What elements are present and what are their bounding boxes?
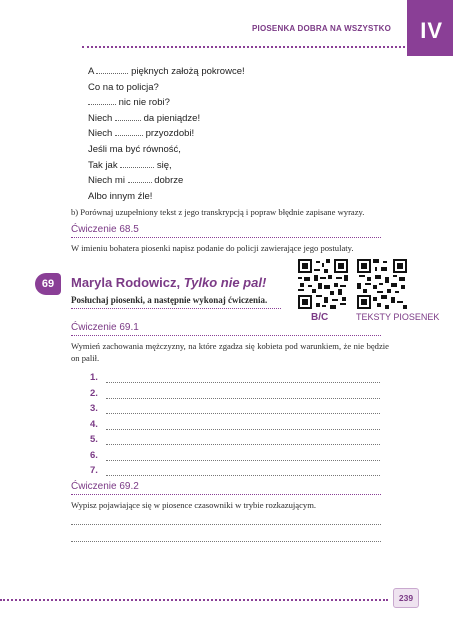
answer-row: [90, 370, 380, 386]
answer-line[interactable]: [106, 382, 380, 383]
poem-text: Niech: [88, 128, 113, 140]
answer-row: [90, 463, 380, 479]
section-divider: [71, 308, 281, 309]
chapter-number: IV: [420, 18, 443, 43]
answer-blank[interactable]: [115, 127, 143, 136]
poem-text: Niech: [88, 112, 113, 124]
page-header: [0, 0, 453, 56]
song-title: [71, 275, 266, 290]
song-instruction: Posłuchaj piosenki, a następnie wykonaj ćwiczenia.: [71, 295, 268, 305]
answer-number: 5.: [90, 434, 98, 445]
footer-divider: [0, 599, 388, 601]
answer-line[interactable]: [71, 541, 381, 542]
answer-blank[interactable]: [120, 159, 154, 168]
answer-number: 4.: [90, 418, 98, 430]
answer-line[interactable]: [106, 429, 380, 430]
poem-text: nic nie robi?: [118, 97, 170, 109]
header-divider: [82, 46, 405, 48]
poem-text: Jeśli ma być równość,: [88, 143, 181, 155]
poem-text: da pieniądze!: [143, 112, 201, 124]
answer-number: 2.: [90, 387, 98, 399]
poem-text: Tak jak: [88, 159, 118, 171]
poem-text: dobrze: [154, 175, 184, 187]
answer-number: 1.: [90, 372, 98, 383]
section-number-badge: 69: [35, 273, 61, 295]
answer-row: [90, 417, 380, 433]
poem-fill-in: [88, 64, 245, 204]
answer-line[interactable]: [106, 444, 380, 445]
poem-line-7: [88, 158, 245, 174]
answer-line[interactable]: [106, 460, 380, 461]
chapter-title: PIOSENKA DOBRA NA WSZYSTKO: [252, 24, 391, 33]
exercise-divider: [71, 237, 381, 238]
poem-text: przyozdobi!: [145, 128, 195, 140]
poem-text: Co na to policja?: [88, 81, 159, 93]
chapter-tab: [407, 0, 453, 56]
answer-blank[interactable]: [128, 174, 152, 183]
poem-text: pięknych założą pokrowce!: [131, 66, 245, 77]
exercise-68-5-title: Ćwiczenie 68.5: [71, 224, 139, 235]
poem-line-9: [88, 189, 245, 205]
poem-line-8: [88, 173, 245, 189]
qr-label-lyrics: TEKSTY PIOSENEK: [356, 312, 440, 322]
answer-number: 3.: [90, 403, 98, 414]
page-number: 239: [393, 588, 419, 608]
exercise-divider: [71, 335, 381, 336]
answer-line[interactable]: [106, 398, 380, 399]
answer-row: [90, 432, 380, 448]
answer-number: 6.: [90, 449, 98, 461]
poem-line-4: [88, 111, 245, 127]
exercise-69-2-instruction: Wypisz pojawiające się w piosence czasowniki w trybie rozkazującym.: [71, 500, 317, 510]
answer-blank[interactable]: [96, 65, 128, 74]
answer-line[interactable]: [106, 413, 380, 414]
exercise-divider: [71, 494, 381, 495]
poem-line-6: [88, 142, 245, 158]
exercise-69-2-title: Ćwiczenie 69.2: [71, 481, 139, 492]
answer-number: 7.: [90, 465, 98, 476]
qr-code-audio[interactable]: [298, 259, 348, 309]
exercise-68-5-instruction: W imieniu bohatera piosenki napisz podanie do policji zawierające jego postulaty.: [71, 243, 354, 253]
exercise-69-1-title: Ćwiczenie 69.1: [71, 322, 139, 333]
answer-row: [90, 448, 380, 464]
poem-text: A: [88, 66, 94, 77]
answer-blank[interactable]: [115, 112, 141, 121]
poem-line-2: [88, 80, 245, 96]
numbered-answer-list: [90, 370, 380, 479]
poem-line-3: [88, 95, 245, 111]
poem-text: się,: [156, 159, 172, 171]
poem-text: Niech mi: [88, 175, 125, 187]
poem-line-5: [88, 126, 245, 142]
exercise-69-1-instruction: Wymień zachowania mężczyzny, na które zgadza się kobieta pod warunkiem, że nie będzie on palił.: [71, 341, 389, 363]
qr-label-level: B/C: [311, 312, 329, 323]
answer-row: [90, 401, 380, 417]
qr-code-lyrics[interactable]: [357, 259, 407, 309]
task-b-instruction: b) Porównaj uzupełniony tekst z jego transkrypcją i popraw błędnie zapisane wyrazy.: [71, 207, 365, 217]
answer-line[interactable]: [106, 475, 380, 476]
answer-row: [90, 386, 380, 402]
song-name: Tylko nie pal!: [183, 275, 267, 290]
answer-blank[interactable]: [88, 96, 116, 105]
poem-text: Albo innym źle!: [88, 190, 153, 202]
answer-line[interactable]: [71, 524, 381, 525]
song-artist: Maryla Rodowicz,: [71, 275, 184, 290]
poem-line-1: [88, 64, 245, 80]
